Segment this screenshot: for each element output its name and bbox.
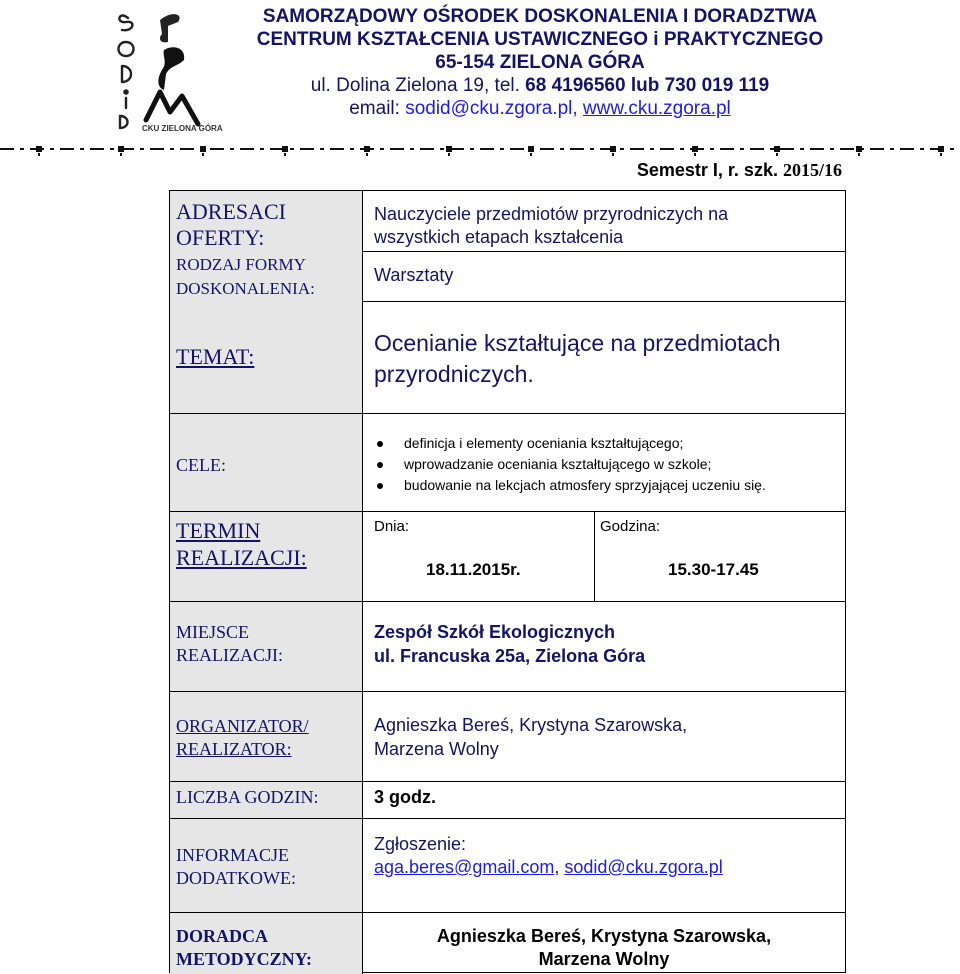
header-address: [232, 74, 848, 97]
godziny-label: LICZBA GODZIN:: [176, 787, 319, 807]
miejsce-label: MIEJSCE REALIZACJI:: [176, 622, 283, 665]
forma-label: RODZAJ FORMY DOSKONALENIA:: [176, 255, 315, 298]
header-line-1: SAMORZĄDOWY OŚRODEK DOSKONALENIA I DORADZTWA: [262, 6, 818, 27]
goal-item: definicja i elementy oceniania kształtującego;: [374, 433, 845, 454]
goals-list: [374, 433, 845, 496]
semester-info: [637, 160, 842, 181]
organizator-line-1: Agnieszka Bereś, Krystyna Szarowska,: [374, 715, 688, 735]
doradca-label: DORADCA METODYCZNY:: [176, 926, 313, 969]
header-email-link[interactable]: sodid@cku.zgora.pl,: [405, 98, 578, 119]
time-value: 15.30-17.45: [668, 560, 759, 579]
date-value: 18.11.2015r.: [426, 560, 521, 579]
informacje-contacts: [363, 857, 845, 878]
dashed-separator: [0, 143, 960, 157]
termin-label: TERMIN REALIZACJI:: [176, 518, 307, 570]
logo-caption: CKU ZIELONA GÓRA: [142, 124, 223, 133]
organizator-line-2: Marzena Wolny: [374, 739, 499, 759]
time-label: Godzina:: [600, 518, 661, 535]
goal-item: budowanie na lekcjach atmosfery sprzyjającej uczeniu się.: [374, 475, 845, 496]
goal-item: wprowadzanie oceniania kształtującego w szkole;: [374, 454, 845, 475]
adresaci-value: Nauczyciele przedmiotów przyrodniczych na wszystkich etapach kształcenia: [374, 204, 729, 247]
doradca-line-1: Agnieszka Bereś, Krystyna Szarowska,: [436, 926, 772, 946]
school-year: 2015/16: [782, 160, 842, 180]
temat-value: Ocenianie kształtujące na przedmiotach przyrodniczych.: [374, 330, 781, 387]
godziny-value: 3 godz.: [374, 787, 436, 807]
contact-separator: ,: [554, 857, 560, 877]
address-text: ul. Dolina Zielona 19, tel.: [310, 75, 520, 96]
forma-value: Warsztaty: [374, 265, 454, 285]
adresaci-label: ADRESACI OFERTY:: [176, 199, 287, 250]
temat-label: TEMAT:: [176, 344, 255, 369]
institution-header: [232, 5, 848, 120]
miejsce-line-1: Zespół Szkół Ekologicznych: [374, 622, 616, 642]
header-website-link[interactable]: www.cku.zgora.pl: [582, 98, 731, 119]
contact-email-2[interactable]: sodid@cku.zgora.pl: [564, 857, 723, 877]
date-label: Dnia:: [374, 518, 410, 535]
organizator-label: ORGANIZATOR/ REALIZATOR:: [176, 716, 309, 759]
header-line-3: 65-154 ZIELONA GÓRA: [435, 52, 645, 73]
email-label: email:: [349, 98, 400, 119]
miejsce-line-2: ul. Francuska 25a, Zielona Góra: [374, 646, 646, 666]
contact-email-1[interactable]: aga.beres@gmail.com: [374, 857, 555, 877]
header-line-2: CENTRUM KSZTAŁCENIA USTAWICZNEGO i PRAKTYCZNEGO: [256, 29, 824, 50]
informacje-line-1: Zgłoszenie:: [374, 834, 467, 854]
cele-label: CELE:: [176, 455, 226, 475]
header-contact: [232, 97, 848, 120]
offer-table: [169, 190, 846, 973]
doradca-line-2: Marzena Wolny: [538, 949, 670, 969]
phone-numbers: 68 4196560 lub 730 019 119: [525, 75, 770, 96]
semester-label: Semestr I, r. szk.: [636, 160, 778, 180]
informacje-label: INFORMACJE DODATKOWE:: [176, 845, 296, 888]
sodid-logo: [112, 0, 222, 138]
cele-value: [363, 433, 845, 496]
doradca-value: [363, 925, 845, 971]
